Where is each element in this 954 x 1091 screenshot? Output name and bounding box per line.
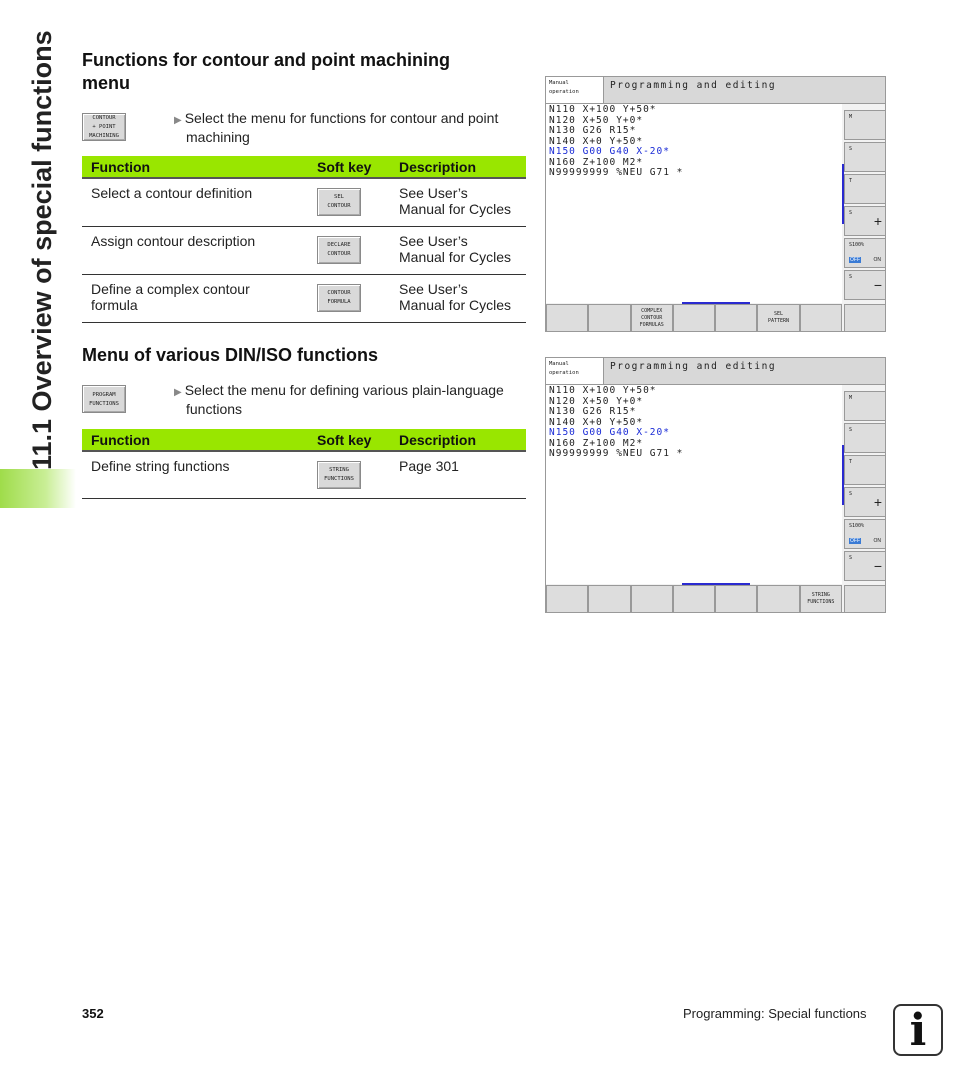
cnc-screen-program	[545, 357, 886, 613]
string-functions-softkey[interactable]: STRING FUNCTIONS	[800, 585, 842, 613]
softkey[interactable]	[631, 585, 673, 613]
softkey[interactable]	[673, 304, 715, 332]
softkey[interactable]	[588, 304, 630, 332]
info-icon: i	[893, 1004, 943, 1056]
table-row	[82, 226, 526, 274]
vertical-softkey[interactable]: M	[844, 391, 886, 421]
program-line: N110 X+100 Y+50*	[549, 385, 657, 396]
program-listing	[546, 104, 842, 303]
col-header: Function	[82, 156, 308, 178]
intro-line: Select the menu for functions for contour and point	[184, 110, 499, 126]
function-cell: Define a complex contour formula	[82, 274, 308, 322]
softkey-row	[546, 585, 842, 613]
vertical-softkey[interactable]: S100% OFF ON	[844, 238, 886, 268]
sel-contour-softkey[interactable]: SEL CONTOUR	[317, 188, 361, 216]
plus-icon: +	[873, 213, 882, 229]
col-header: Soft key	[308, 429, 390, 451]
section-heading-din-iso: Menu of various DIN/ISO functions	[82, 345, 379, 365]
screen-title: Programming and editing	[604, 358, 885, 385]
section-heading-contour: Functions for contour and point machining menu	[82, 50, 450, 93]
program-line-active: N150 G00 G40 X-20*	[549, 146, 670, 157]
col-header: Function	[82, 429, 308, 451]
vertical-softkey[interactable]: S	[844, 142, 886, 172]
intro-line: machining	[186, 129, 250, 145]
description-cell: Page 301	[390, 451, 526, 498]
table-row	[82, 451, 526, 498]
function-cell: Select a contour definition	[82, 178, 308, 226]
program-line: N160 Z+100 M2*	[549, 156, 644, 168]
arrow-icon: ▶	[174, 387, 182, 398]
function-cell: Assign contour description	[82, 226, 308, 274]
program-line: N130 G26 R15*	[549, 125, 637, 136]
screen-title: Programming and editing	[604, 77, 885, 104]
vertical-softkey[interactable]: T	[844, 455, 886, 485]
softkey[interactable]	[546, 304, 588, 332]
vertical-softkey[interactable]: M	[844, 110, 886, 140]
softkey[interactable]	[800, 304, 842, 332]
softkey-switch[interactable]	[844, 304, 886, 332]
arrow-icon: ▶	[174, 115, 182, 126]
sel-pattern-softkey[interactable]: SEL PATTERN	[757, 304, 799, 332]
vertical-softkey[interactable]: S100% OFF ON	[844, 519, 886, 549]
softkey[interactable]	[673, 585, 715, 613]
din-iso-function-table	[82, 429, 526, 499]
program-line: N140 X+0 Y+50*	[549, 416, 644, 428]
col-header: Description	[390, 429, 526, 451]
softkey-switch[interactable]	[844, 585, 886, 613]
mode-label: Manual operation	[546, 77, 604, 104]
program-line: N130 G26 R15*	[549, 406, 637, 417]
page-number: 352	[82, 1006, 104, 1021]
program-line: N120 X+50 Y+0*	[549, 395, 644, 407]
chapter-title: 11.1 Overview of special functions	[27, 30, 57, 470]
program-line: N140 X+0 Y+50*	[549, 135, 644, 147]
program-line: N99999999 %NEU G71 *	[549, 448, 684, 459]
softkey[interactable]	[757, 585, 799, 613]
minus-icon: −	[873, 277, 882, 293]
minus-icon: −	[873, 558, 882, 574]
vertical-softkey[interactable]: S −	[844, 551, 886, 581]
softkey[interactable]	[715, 304, 757, 332]
vertical-softkey[interactable]: T	[844, 174, 886, 204]
plus-icon: +	[873, 494, 882, 510]
description-cell: See User’s Manual for Cycles	[390, 274, 526, 322]
program-functions-softkey[interactable]: PROGRAM FUNCTIONS	[82, 385, 126, 413]
program-line-active: N150 G00 G40 X-20*	[549, 427, 670, 438]
softkey[interactable]	[588, 585, 630, 613]
footer-title: Programming: Special functions	[683, 1006, 867, 1021]
intro-contour	[174, 110, 519, 145]
program-line: N160 Z+100 M2*	[549, 437, 644, 449]
softkey-row	[546, 304, 842, 332]
vertical-softkey[interactable]: S −	[844, 270, 886, 300]
table-row	[82, 178, 526, 226]
col-header: Description	[390, 156, 526, 178]
mode-label: Manual operation	[546, 358, 604, 385]
vertical-softkey[interactable]: S +	[844, 206, 886, 236]
string-functions-softkey[interactable]: STRING FUNCTIONS	[317, 461, 361, 489]
contour-point-machining-softkey[interactable]: CONTOUR + POINT MACHINING	[82, 113, 126, 141]
vertical-softkey[interactable]: S +	[844, 487, 886, 517]
complex-contour-formulas-softkey[interactable]: COMPLEX CONTOUR FORMULAS	[631, 304, 673, 332]
chapter-tab	[0, 469, 76, 508]
cnc-screen-contour	[545, 76, 886, 332]
intro-line: Select the menu for defining various plain-language	[184, 382, 504, 398]
vertical-softkey[interactable]: S	[844, 423, 886, 453]
program-line: N110 X+100 Y+50*	[549, 104, 657, 115]
col-header: Soft key	[308, 156, 390, 178]
program-line: N99999999 %NEU G71 *	[549, 167, 684, 178]
program-listing	[546, 385, 842, 584]
declare-contour-softkey[interactable]: DECLARE CONTOUR	[317, 236, 361, 264]
contour-function-table	[82, 156, 526, 323]
description-cell: See User’s Manual for Cycles	[390, 226, 526, 274]
description-cell: See User’s Manual for Cycles	[390, 178, 526, 226]
softkey[interactable]	[715, 585, 757, 613]
intro-line: functions	[186, 401, 243, 417]
contour-formula-softkey[interactable]: CONTOUR FORMULA	[317, 284, 361, 312]
table-row	[82, 274, 526, 322]
function-cell: Define string functions	[82, 451, 308, 498]
intro-din-iso	[174, 382, 519, 417]
softkey[interactable]	[546, 585, 588, 613]
program-line: N120 X+50 Y+0*	[549, 114, 644, 126]
